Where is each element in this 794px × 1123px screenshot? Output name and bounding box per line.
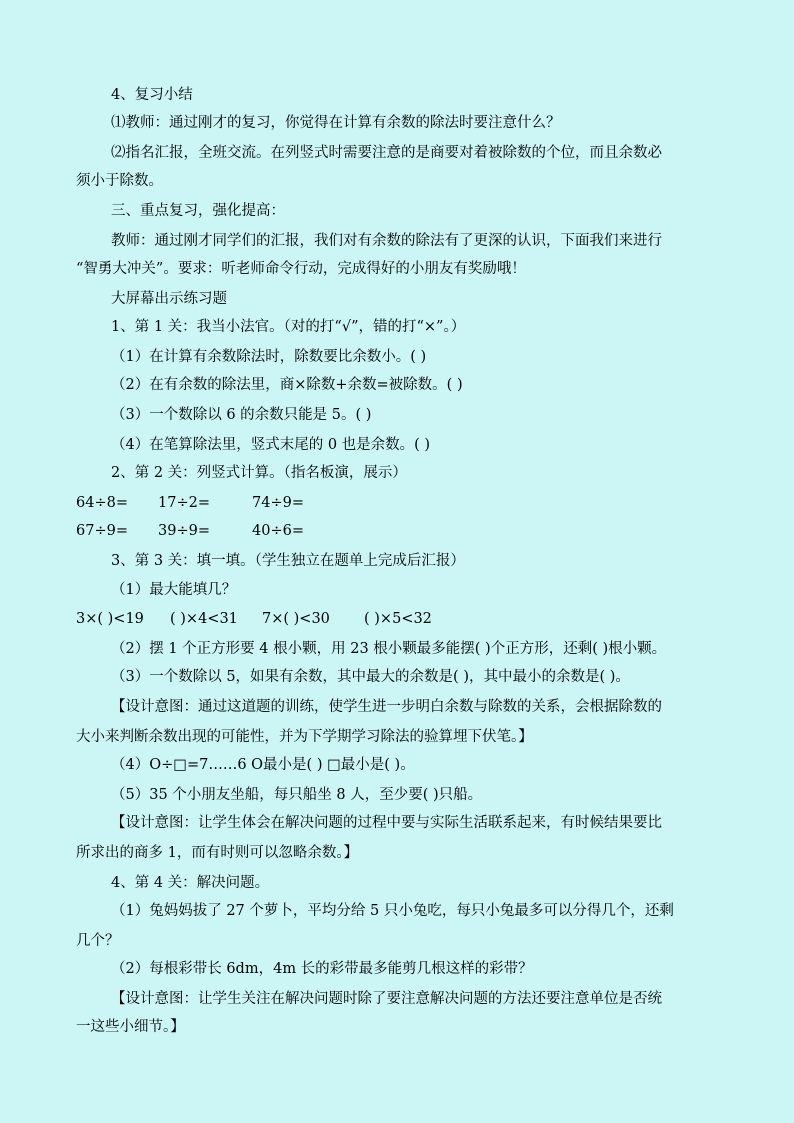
question-item: （3）一个数除以 5，如果有余数，其中最大的余数是( )，其中最小的余数是( )。: [111, 669, 630, 685]
question-item: （1）兔妈妈拔了 27 个萝卜，平均分给 5 只小兔吃，每只小兔最多可以分得几个，还剩: [111, 903, 674, 919]
question-item: （3）一个数除以 6 的余数只能是 5。( ): [111, 407, 372, 423]
fill-item: 7×( )<30: [262, 611, 330, 627]
question-item: （5）35 个小朋友坐船，每只船坐 8 人，至少要( )只船。: [111, 787, 483, 803]
design-intent: 所求出的商多 1，而有时则可以忽略余数。】: [76, 845, 359, 861]
calc-item: 39÷9=: [158, 523, 210, 539]
question-heading: 4、第 4 关：解决问题。: [111, 875, 270, 891]
paragraph: 大屏幕出示练习题: [111, 291, 227, 307]
question-item: 几个？: [76, 933, 120, 949]
question-item: （2）摆 1 个正方形要 4 根小颗，用 23 根小颗最多能摆( )个正方形，还剩( )根小颗。: [111, 641, 667, 657]
fill-item: ( )×4<31: [170, 611, 238, 627]
paragraph: 须小于除数。: [76, 173, 163, 189]
question-item: （4）O÷□=7……6 O最小是( ) □最小是( )。: [111, 757, 415, 773]
question-item: （2）在有余数的除法里，商×除数+余数=被除数。( ): [111, 377, 463, 393]
question-heading: 1、第 1 关：我当小法官。（对的打“√”，错的打“×”。）: [111, 319, 466, 335]
calc-item: 67÷9=: [76, 523, 128, 539]
paragraph: ⑵指名汇报，全班交流。在列竖式时需要注意的是商要对着被除数的个位，而且余数必: [111, 145, 662, 161]
fill-row: [76, 609, 726, 629]
calc-item: 40÷6=: [252, 523, 304, 539]
question-heading: 3、第 3 关：填一填。（学生独立在题单上完成后汇报）: [111, 553, 465, 569]
calc-row: [76, 521, 726, 541]
design-intent: 大小来判断余数出现的可能性，并为下学期学习除法的验算埋下伏笔。】: [76, 729, 533, 745]
fill-item: ( )×5<32: [364, 611, 432, 627]
question-item: （2）每根彩带长 6dm，4m 长的彩带最多能剪几根这样的彩带？: [111, 961, 533, 977]
fill-item: 3×( )<19: [76, 611, 144, 627]
design-intent: 【设计意图：让学生体会在解决问题的过程中要与实际生活联系起来，有时候结果要比: [111, 815, 662, 831]
calc-item: 17÷2=: [158, 495, 210, 511]
question-item: （4）在笔算除法里，竖式末尾的 0 也是余数。( ): [111, 437, 431, 453]
design-intent: 【设计意图：通过这道题的训练，使学生进一步明白余数与除数的关系，会根据除数的: [111, 699, 662, 715]
paragraph: 教师：通过刚才同学们的汇报，我们对有余数的除法有了更深的认识，下面我们来进行: [111, 233, 662, 249]
paragraph: “智勇大冲关”。要求：听老师命令行动，完成得好的小朋友有奖励哦！: [76, 261, 526, 277]
calc-item: 74÷9=: [252, 495, 304, 511]
section-heading: 三、重点复习，强化提高：: [111, 203, 285, 219]
question-item: （1）最大能填几？: [111, 582, 237, 598]
calc-item: 64÷8=: [76, 495, 128, 511]
paragraph: ⑴教师：通过刚才的复习，你觉得在计算有余数的除法时要注意什么？: [111, 115, 561, 131]
calc-row: [76, 493, 726, 513]
design-intent: 一这些小细节。】: [76, 1019, 185, 1035]
question-heading: 2、第 2 关：列竖式计算。（指名板演，展示）: [111, 465, 407, 481]
design-intent: 【设计意图：让学生关注在解决问题时除了要注意解决问题的方法还要注意单位是否统: [111, 991, 662, 1007]
section-heading: 4、复习小结: [111, 87, 193, 103]
question-item: （1）在计算有余数除法时，除数要比余数小。( ): [111, 349, 427, 365]
